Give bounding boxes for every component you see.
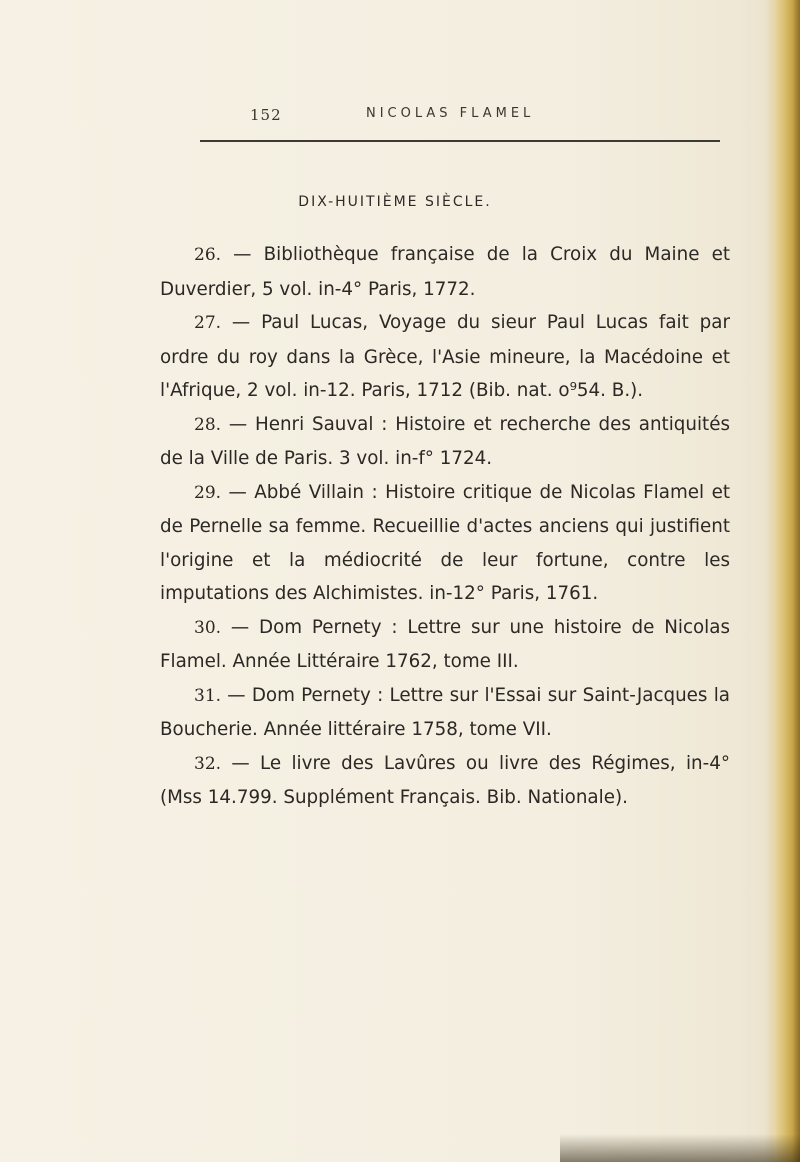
entry-text: — Paul Lucas, Voyage du sieur Paul Lucas fait par ordre du roy dans la Grèce, l'Asie mineure, la Macédoine et l'Afrique, 2 vol. in-12. Paris, 1712 (Bib. nat. o⁹54. B.). bbox=[160, 312, 730, 401]
bibliography-entry-31 bbox=[160, 679, 730, 747]
entry-text: — Bibliothèque française de la Croix du Maine et Duverdier, 5 vol. in-4° Paris, 1772. bbox=[160, 244, 730, 300]
entry-text: — Le livre des Lavûres ou livre des Régimes, in-4° (Mss 14.799. Supplément Français. Bib. Nationale). bbox=[160, 752, 730, 808]
entry-number: 28. bbox=[194, 414, 222, 435]
running-head bbox=[200, 100, 720, 128]
bibliography-entry-30 bbox=[160, 611, 730, 679]
page-corner-shadow bbox=[560, 1134, 800, 1162]
bibliography-entry-32 bbox=[160, 747, 730, 815]
entry-number: 31. bbox=[194, 685, 222, 706]
section-heading: DIX-HUITIÈME SIÈCLE. bbox=[298, 194, 492, 210]
bibliography-list bbox=[160, 238, 730, 815]
bibliography-entry-29 bbox=[160, 476, 730, 611]
bibliography-entry-28 bbox=[160, 408, 730, 476]
entry-text: — Abbé Villain : Histoire critique de Nicolas Flamel et de Pernelle sa femme. Recueillie d'actes anciens qui justifient l'origine et la médiocrité de leur fortune, contre les imputations des Alchimistes. in-12° Paris, 1761. bbox=[160, 481, 730, 604]
entry-number: 27. bbox=[194, 313, 222, 333]
entry-number: 32. bbox=[194, 753, 222, 774]
bibliography-entry-27 bbox=[160, 306, 730, 408]
entry-number: 30. bbox=[194, 617, 222, 638]
page-edge bbox=[774, 0, 800, 1162]
entry-text: — Dom Pernety : Lettre sur l'Essai sur Saint-Jacques la Boucherie. Année littéraire 1758, tome VII. bbox=[160, 684, 730, 740]
page-edge-shading bbox=[764, 0, 774, 1162]
running-title: NICOLAS FLAMEL bbox=[366, 106, 535, 121]
page-number: 152 bbox=[250, 106, 282, 124]
entry-text: — Dom Pernety : Lettre sur une histoire de Nicolas Flamel. Année Littéraire 1762, tome III. bbox=[160, 616, 730, 672]
entry-text: — Henri Sauval : Histoire et recherche des antiquités de la Ville de Paris. 3 vol. in-f° 1724. bbox=[160, 413, 730, 469]
entry-number: 26. bbox=[194, 245, 222, 265]
header-rule bbox=[200, 140, 720, 142]
bibliography-entry-26 bbox=[160, 238, 730, 306]
entry-number: 29. bbox=[194, 482, 222, 503]
